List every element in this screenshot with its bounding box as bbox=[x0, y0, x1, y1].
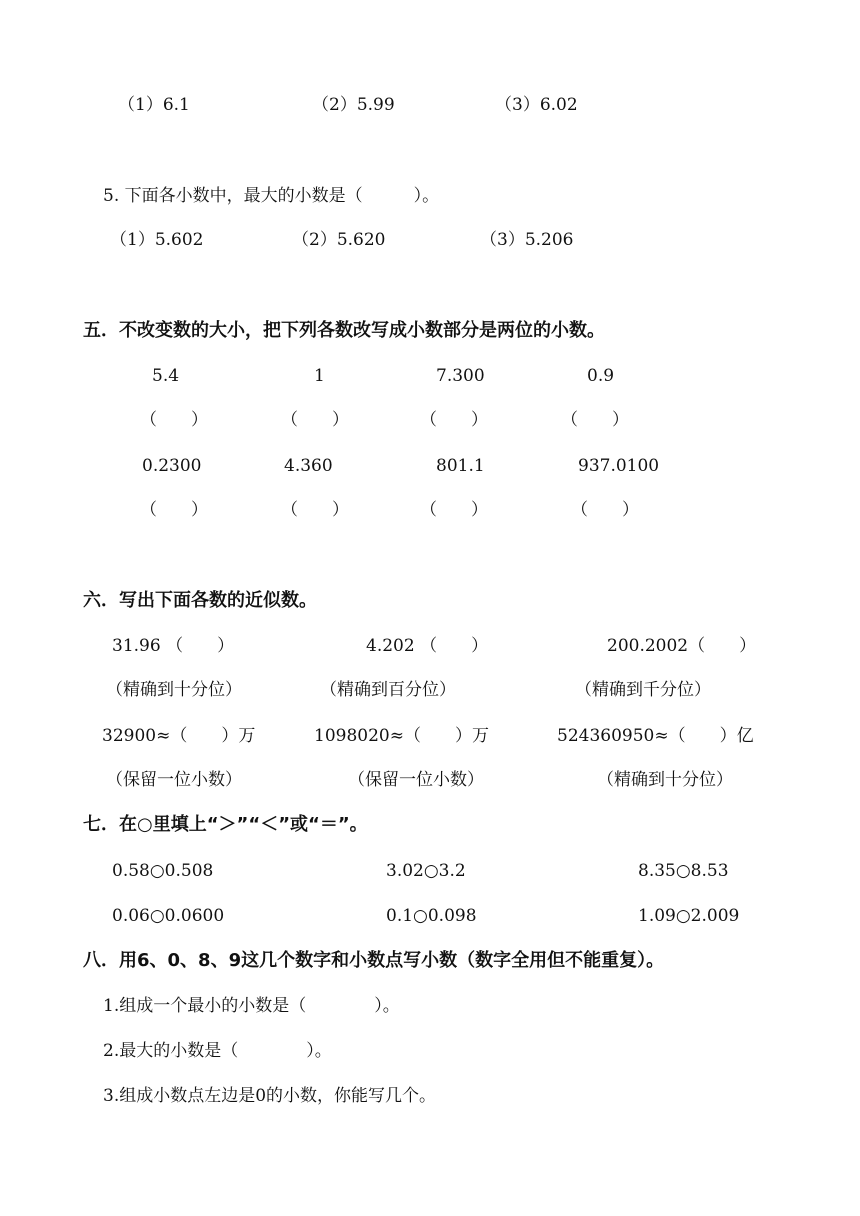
answer-blank[interactable]: （ ） bbox=[571, 500, 639, 520]
approx-instruction: （精确到十分位） bbox=[106, 680, 242, 700]
section7-heading: 七．在○里填上“＞”“＜”或“＝”。 bbox=[83, 814, 368, 835]
section5-number: 0.9 bbox=[587, 366, 615, 386]
section6-heading: 六．写出下面各数的近似数。 bbox=[83, 590, 317, 611]
answer-blank[interactable]: （ ） bbox=[420, 410, 488, 430]
approx-item: 32900≈（ ）万 bbox=[102, 726, 256, 746]
compare-item: 8.35○8.53 bbox=[638, 861, 729, 881]
q5-question: 5. 下面各小数中，最大的小数是（ ）。 bbox=[103, 186, 440, 206]
approx-item: 4.202 （ ） bbox=[366, 636, 489, 656]
q4-option-3: （3）6.02 bbox=[495, 95, 578, 115]
answer-blank[interactable]: （ ） bbox=[420, 500, 488, 520]
section5-number: 937.0100 bbox=[578, 456, 660, 476]
section5-heading: 五．不改变数的大小，把下列各数改写成小数部分是两位的小数。 bbox=[83, 320, 605, 341]
section5-number: 5.4 bbox=[152, 366, 180, 386]
section8-item: 2.最大的小数是（ ）。 bbox=[103, 1041, 332, 1061]
compare-item: 0.58○0.508 bbox=[112, 861, 214, 881]
approx-instruction: （精确到千分位） bbox=[575, 680, 711, 700]
section5-number: 1 bbox=[314, 366, 325, 386]
q5-option-2: （2）5.620 bbox=[292, 230, 386, 250]
section8-item: 3.组成小数点左边是0的小数，你能写几个。 bbox=[103, 1086, 437, 1106]
approx-item: 524360950≈（ ）亿 bbox=[557, 726, 754, 746]
compare-item: 0.06○0.0600 bbox=[112, 906, 225, 926]
q5-option-1: （1）5.602 bbox=[110, 230, 204, 250]
approx-item: 200.2002（ ） bbox=[607, 636, 757, 656]
answer-blank[interactable]: （ ） bbox=[281, 410, 349, 430]
approx-instruction: （精确到十分位） bbox=[597, 770, 733, 790]
compare-item: 3.02○3.2 bbox=[386, 861, 466, 881]
answer-blank[interactable]: （ ） bbox=[561, 410, 629, 430]
compare-item: 0.1○0.098 bbox=[386, 906, 477, 926]
answer-blank[interactable]: （ ） bbox=[140, 500, 208, 520]
approx-item: 31.96 （ ） bbox=[112, 636, 235, 656]
approx-item: 1098020≈（ ）万 bbox=[314, 726, 489, 746]
approx-instruction: （精确到百分位） bbox=[320, 680, 456, 700]
q5-option-3: （3）5.206 bbox=[480, 230, 574, 250]
compare-item: 1.09○2.009 bbox=[638, 906, 740, 926]
section5-number: 4.360 bbox=[284, 456, 333, 476]
section8-item: 1.组成一个最小的小数是（ ）。 bbox=[103, 996, 400, 1016]
section5-number: 7.300 bbox=[436, 366, 485, 386]
q4-option-2: （2）5.99 bbox=[312, 95, 395, 115]
approx-instruction: （保留一位小数） bbox=[348, 770, 484, 790]
q4-option-1: （1）6.1 bbox=[118, 95, 190, 115]
section5-number: 801.1 bbox=[436, 456, 485, 476]
answer-blank[interactable]: （ ） bbox=[140, 410, 208, 430]
answer-blank[interactable]: （ ） bbox=[281, 500, 349, 520]
approx-instruction: （保留一位小数） bbox=[106, 770, 242, 790]
section8-heading: 八．用6、0、8、9这几个数字和小数点写小数（数字全用但不能重复）。 bbox=[83, 950, 665, 971]
section5-number: 0.2300 bbox=[142, 456, 202, 476]
